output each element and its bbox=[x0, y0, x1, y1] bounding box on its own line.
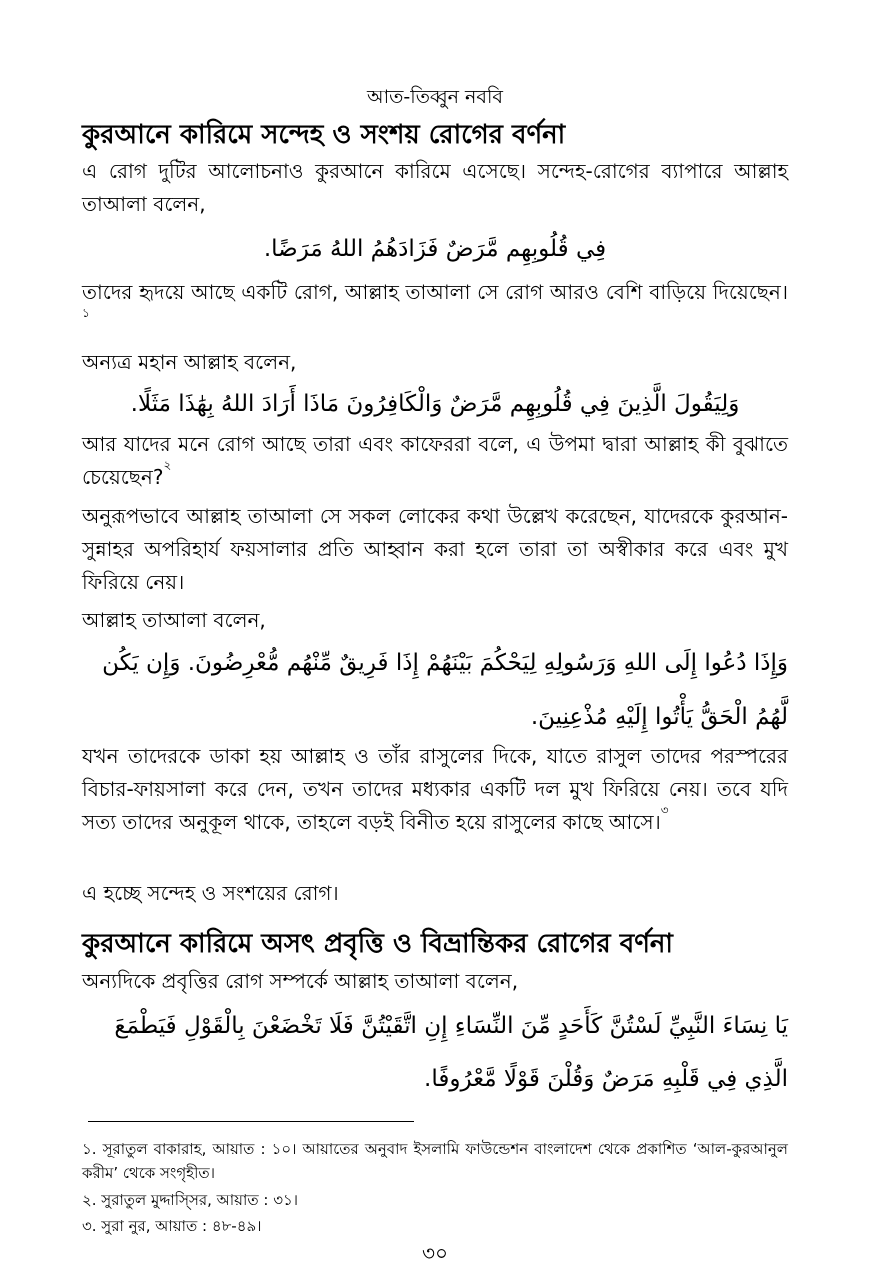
ayah-muddassir: وَلِيَقُولَ الَّذِينَ فِي قُلُوبِهِم مَّرَضٌ وَالْكَافِرُونَ مَاذَا أَرَادَ اللهُ بِهَٰذَا مَثَلًا. bbox=[130, 391, 740, 417]
footnote-3: ৩. সুরা নুর, আয়াত : ৪৮-৪৯। bbox=[82, 1217, 262, 1235]
section-heading-doubt: কুরআনে কারিমে সন্দেহ ও সংশয় রোগের বর্ণনা bbox=[82, 120, 566, 150]
paragraph-conclusion: এ হচ্ছে সন্দেহ ও সংশয়ের রোগ। bbox=[82, 881, 339, 905]
footnote-ref-2: ২ bbox=[163, 458, 172, 472]
paragraph-desire-intro: অন্যদিকে প্রবৃত্তির রোগ সম্পর্কে আল্লাহ তাআলা বলেন, bbox=[82, 969, 519, 993]
ayah-baqarah: فِي قُلُوبِهِم مَّرَضٌ فَزَادَهُمُ اللهُ مَرَضًا. bbox=[263, 236, 607, 262]
footnote-2: ২. সুরাতুল মুদ্দাস্সির, আয়াত : ৩১। bbox=[82, 1191, 299, 1209]
running-head: আত-তিব্বুন নববি bbox=[367, 86, 503, 108]
paragraph-translation-1: তাদের হৃদয়ে আছে একটি রোগ, আল্লাহ তাআলা সে রোগ আরও বেশি বাড়িয়ে দিয়েছেন।$^১$ bbox=[82, 280, 788, 320]
footnote-1: ১. সূরাতুল বাকারাহ, আয়াত : ১০। আয়াতের অনুবাদ ইসলামি ফাউন্ডেশন বাংলাদেশ থেকে প্রকাশিত ‘আল-কুরআনুল করীম’ থেকে সংগৃহীত। bbox=[82, 1140, 788, 1182]
paragraph-similarly: অনুরূপভাবে আল্লাহ তাআলা সে সকল লোকের কথা উল্লেখ করেছেন, যাদেরকে কুরআন-সুন্নাহর অপরিহার্য ফয়সালার প্রতি আহ্বান করা হলে তারা তা অস্বীকার করে এবং মুখ ফিরিয়ে নেয়। bbox=[82, 504, 788, 594]
paragraph-allah-says: আল্লাহ তাআলা বলেন, bbox=[82, 608, 266, 632]
paragraph-elsewhere: অন্যত্র মহান আল্লাহ বলেন, bbox=[82, 350, 297, 374]
footnote-divider bbox=[88, 1121, 414, 1122]
paragraph-translation-3: যখন তাদেরকে ডাকা হয় আল্লাহ ও তাঁর রাসুলের দিকে, যাতে রাসুল তাদের পরস্পরের বিচার-ফায়সালা করে দেন, তখন তাদের মধ্যকার একটি দল মুখ ফিরিয়ে নেয়। তবে যদি সত্য তাদের অনুকূল থাকে, তাহলে বড়ই বিনীত হয়ে রাসুলের কাছে আসে।$^৩$ bbox=[82, 744, 788, 834]
page-number: ৩০ bbox=[421, 1241, 448, 1265]
ayah-ahzab-line-1: يَا نِسَاءَ النَّبِيِّ لَسْتُنَّ كَأَحَدٍ مِّنَ النِّسَاءِ إِنِ اتَّقَيْتُنَّ فَلَا تَخْضَعْنَ بِالْقَوْلِ فَيَطْمَعَ bbox=[114, 1013, 788, 1039]
ayah-nur-line-2: لَّهُمُ الْحَقُّ يَأْتُوا إِلَيْهِ مُذْعِنِينَ. bbox=[530, 704, 788, 730]
paragraph-translation-2: আর যাদের মনে রোগ আছে তারা এবং কাফেররা বলে, এ উপমা দ্বারা আল্লাহ কী বুঝাতে চেয়েছেন?$^২$ bbox=[82, 432, 788, 489]
ayah-ahzab-line-2: الَّذِي فِي قَلْبِهِ مَرَضٌ وَقُلْنَ قَوْلًا مَّعْرُوفًا. bbox=[424, 1066, 788, 1092]
section-heading-desire: কুরআনে কারিমে অসৎ প্রবৃত্তি ও বিভ্রান্তিকর রোগের বর্ণনা bbox=[82, 929, 673, 959]
ayah-nur-line-1: وَإِذَا دُعُوا إِلَى اللهِ وَرَسُولِهِ لِيَحْكُمَ بَيْنَهُمْ إِذَا فَرِيقٌ مِّنْهُم مُّعْرِضُونَ. وَإِن يَكُن bbox=[102, 650, 788, 676]
footnote-ref-1: ১ bbox=[82, 306, 90, 320]
footnote-ref-3: ৩ bbox=[660, 803, 669, 817]
paragraph-intro: এ রোগ দুটির আলোচনাও কুরআনে কারিমে এসেছে। সন্দেহ-রোগের ব্যাপারে আল্লাহ তাআলা বলেন, bbox=[82, 159, 788, 216]
